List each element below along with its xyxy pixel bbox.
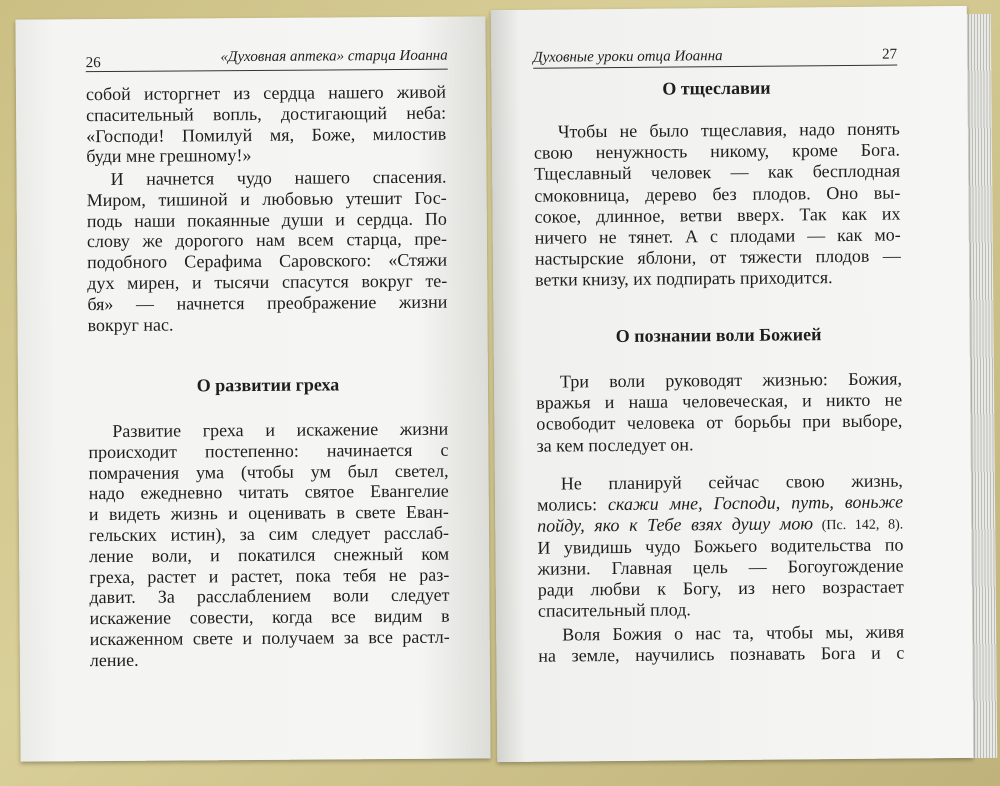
text-line: Миром, тишиной и любовью утешит Гос- bbox=[86, 187, 447, 210]
text-line: свою ненужность никому, кроме Бога. bbox=[533, 139, 901, 163]
text-line: бя» — начнется преображение жизни bbox=[87, 291, 448, 314]
text-line: за кем последует он. bbox=[536, 433, 694, 456]
text-line: греха, растет и растет, пока тебя не раз- bbox=[89, 564, 450, 587]
text-line: сокое, длинное, ветви вверх. Так как их bbox=[534, 203, 901, 227]
left-page bbox=[15, 16, 490, 761]
text-line: дух мирен, и тысячи спасутся вокруг те- bbox=[87, 270, 448, 294]
text-line: жизни. Главная цель — Богоугождение bbox=[537, 555, 904, 579]
text-line: Развитие греха и искажение жизни bbox=[112, 418, 449, 441]
text-line bbox=[537, 492, 903, 515]
text-line: спасительный плод. bbox=[537, 599, 691, 621]
text-line: И увидишь чудо Божьего водительства по bbox=[537, 534, 904, 558]
text-line: гельских истин), за сим следует расслаб- bbox=[88, 522, 450, 546]
italic-quote: скажи мне, Господи, путь, воньже bbox=[607, 491, 904, 515]
text-line: происходит постепенно: начинается с bbox=[88, 439, 449, 462]
text-line: Не планируй сейчас свою жизнь, bbox=[560, 470, 903, 494]
text-line: спасительный вопль, достигающий неба: bbox=[86, 102, 447, 125]
text-line: подобного Серафима Саровского: «Стяжи bbox=[87, 249, 448, 273]
text-line: вражья и наша человеческая, и никто не bbox=[536, 389, 903, 413]
italic-quote: пойду, яко к Тебе взях душу мою bbox=[537, 513, 814, 537]
text-line: ление. bbox=[89, 649, 139, 670]
text-line: слову же дорогого нам всем старца, пре- bbox=[86, 229, 448, 252]
text-line: собой исторгнет из сердца нашего живой bbox=[85, 81, 446, 105]
text-line: «Господи! Помилуй мя, Боже, милостив bbox=[86, 123, 447, 146]
text-line: помрачения ума (чтобы ум был светел, bbox=[88, 460, 449, 483]
text-line: искажение совести, когда все видим в bbox=[89, 605, 450, 629]
text-line: вокруг нас. bbox=[87, 314, 174, 335]
section-heading: О развитии греха bbox=[196, 374, 340, 396]
text-line: и видеть жизнь и оценивать в свете Еван- bbox=[88, 501, 449, 525]
text-segment: молись: bbox=[536, 494, 609, 515]
page-number: 26 bbox=[85, 55, 101, 72]
text-line: настырские яблони, от тяжести плодов — bbox=[534, 245, 901, 269]
text-line: Воля Божия о нас та, чтобы мы, живя bbox=[562, 621, 905, 645]
text-line: надо ежедневно читать святое Евангелие bbox=[88, 481, 449, 504]
text-line: ветки книзу, их подпирать приходится. bbox=[534, 267, 833, 291]
text-line: Три воли руководят жизнью: Божия, bbox=[559, 368, 903, 392]
text-line: Чтобы не было тщеславия, надо понять bbox=[557, 118, 900, 142]
text-line: на земле, научились познавать Бога и с bbox=[538, 642, 905, 666]
text-line: освободит человека от борьбы при выборе, bbox=[536, 410, 903, 435]
text-line: Тщеславный человек — как бесплодная bbox=[534, 160, 901, 185]
header-rule bbox=[86, 69, 448, 73]
right-page bbox=[491, 6, 974, 762]
page-number: 27 bbox=[882, 46, 898, 63]
text-line: давит. За расслаблением воли следует bbox=[89, 585, 450, 608]
text-line: буди мне грешному!» bbox=[86, 145, 252, 167]
text-line: смоковница, дерево без плодов. Оно вы- bbox=[534, 182, 901, 206]
running-head: Духовные уроки отца Иоанна bbox=[533, 48, 723, 66]
section-heading: О познании воли Божией bbox=[615, 324, 822, 347]
text-line: ление воли, и покатился снежный ком bbox=[89, 543, 450, 566]
text-line: ради любви к Богу, из него возрастает bbox=[537, 576, 904, 600]
text-line: И начнется чудо нашего спасения. bbox=[110, 166, 447, 189]
scripture-reference: (Пс. 142, 8). bbox=[812, 517, 904, 534]
running-head: «Духовная аптека» старца Иоанна bbox=[220, 47, 448, 66]
text-line: ничего не тянет. А с плодами — как мо- bbox=[534, 224, 901, 248]
text-line: подь наши покаянные души и сердца. По bbox=[86, 208, 447, 231]
section-heading: О тщеславии bbox=[662, 77, 771, 99]
text-line: искаженном свете и получаем за все растл- bbox=[89, 626, 450, 650]
